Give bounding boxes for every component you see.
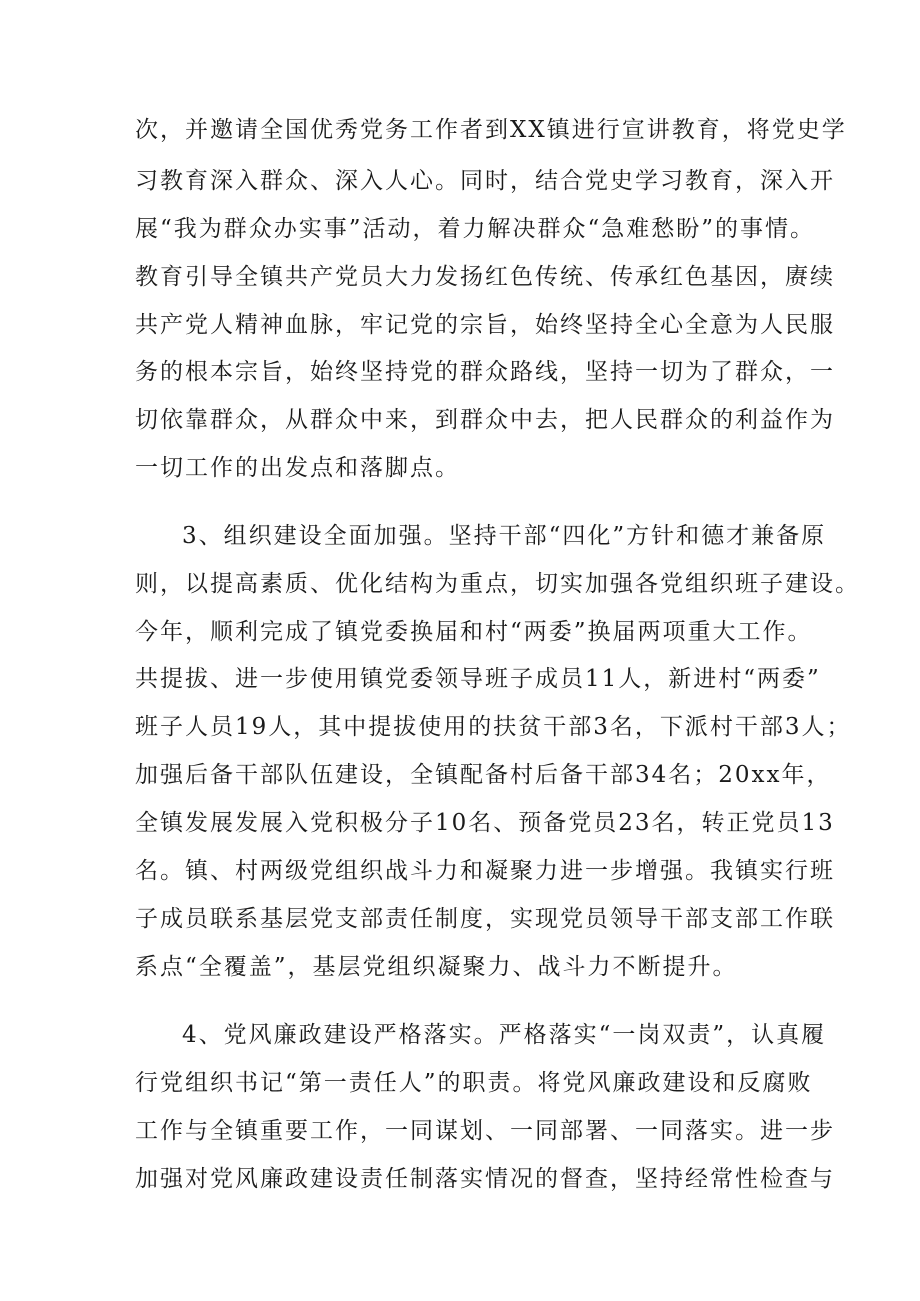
text-line: 次，并邀请全国优秀党务工作者到XX镇进行宣讲教育，将党史学 [135,117,847,143]
text-line: 工作与全镇重要工作，一同谋划、一同部署、一同落实。进一步 [135,1118,835,1144]
text-line: 切依靠群众，从群众中来，到群众中去，把人民群众的利益作为 [135,407,835,433]
text-line: 共产党人精神血脉，牢记党的宗旨，始终坚持全心全意为人民服 [135,312,835,338]
text-line: 一切工作的出发点和落脚点。 [135,455,460,481]
text-line: 教育引导全镇共产党员大力发扬红色传统、传承红色基因，赓续 [135,264,835,290]
text-line: 习教育深入群众、深入人心。同时，结合党史学习教育，深入开 [135,168,835,194]
text-line: 共提拔、进一步使用镇党委领导班子成员11人，新进村“两委” [135,666,821,692]
text-line: 子成员联系基层党支部责任制度，实现党员领导干部支部工作联 [135,906,835,932]
text-line: 行党组织书记“第一责任人”的职责。将党风廉政建设和反腐败 [135,1070,813,1096]
text-line: 系点“全覆盖”，基层党组织凝聚力、战斗力不断提升。 [135,954,738,980]
text-line: 加强后备干部队伍建设，全镇配备村后备干部34名；20xx年， [135,762,832,788]
text-line: 全镇发展发展入党积极分子10名、预备党员23名，转正党员13 [135,810,835,836]
text-line: 3、组织建设全面加强。坚持干部“四化”方针和德才兼备原 [182,523,827,549]
text-line: 展“我为群众办实事”活动，着力解决群众“急难愁盼”的事情。 [135,216,816,242]
text-line: 则，以提高素质、优化结构为重点，切实加强各党组织班子建设。 [135,571,860,597]
text-line: 4、党风廉政建设严格落实。严格落实“一岗双责”，认真履 [182,1022,827,1048]
text-line: 班子人员19人，其中提拔使用的扶贫干部3名，下派村干部3人； [135,714,852,740]
text-line: 加强对党风廉政建设责任制落实情况的督查，坚持经常性检查与 [135,1166,835,1192]
text-line: 务的根本宗旨，始终坚持党的群众路线，坚持一切为了群众，一 [135,359,835,385]
text-line: 名。镇、村两级党组织战斗力和凝聚力进一步增强。我镇实行班 [135,858,835,884]
text-line: 今年，顺利完成了镇党委换届和村“两委”换届两项重大工作。 [135,619,813,645]
